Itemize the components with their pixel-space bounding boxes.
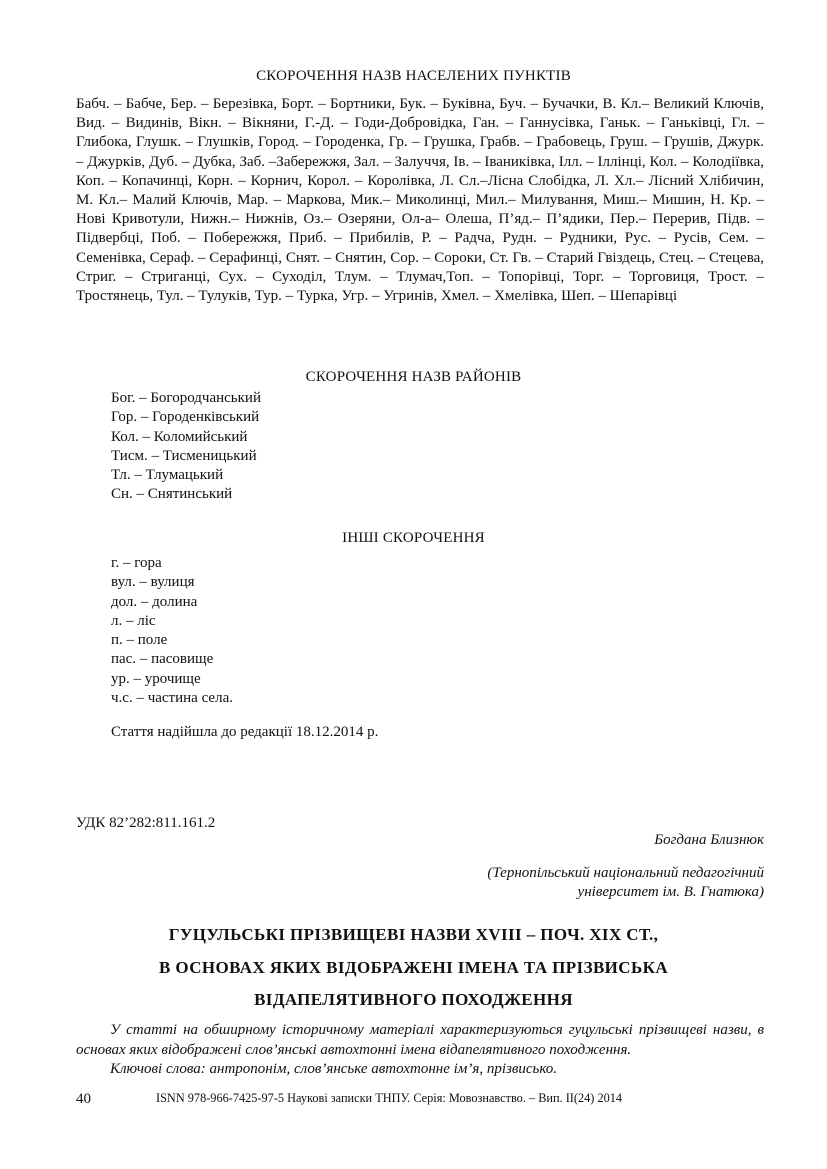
list-item: пас. – пасовище [111,651,214,668]
page-number: 40 [76,1091,91,1107]
list-item: вул. – вулиця [111,574,195,591]
list-item: дол. – долина [111,593,198,610]
other-abbreviations-list [111,554,233,708]
received-date: Стаття надійшла до редакції 18.12.2014 р. [111,724,379,740]
list-item: Тисм. – Тисменицький [111,447,257,464]
abstract [76,1021,764,1080]
article-title-line-1: ГУЦУЛЬСЬКІ ПРІЗВИЩЕВІ НАЗВИ XVIII – ПОЧ. XIX СТ., [168,925,659,944]
districts-heading: СКОРОЧЕННЯ НАЗВ РАЙОНІВ [305,369,522,385]
list-item: Бог. – Богородчанський [111,390,261,406]
abstract-text: У статті на обширному історичному матеріалі характеризуються гуцульські прізвищеві назви, в основах яких відображені слов’янські автохтонні імена відапелятивного походження. [76,1022,764,1058]
list-item: ч.с. – частина села. [111,690,233,707]
settlements-heading: СКОРОЧЕННЯ НАЗВ НАСЕЛЕНИХ ПУНКТІВ [256,68,571,84]
keywords: Ключові слова: антропонім, слов’янське автохтонне ім’я, прізвисько. [110,1061,558,1077]
list-item: Тл. – Тлумацький [111,467,224,484]
list-item: п. – поле [111,632,168,649]
udk-code: УДК 82’282:811.161.2 [76,815,216,831]
article-title-line-2: В ОСНОВАХ ЯКИХ ВІДОБРАЖЕНІ ІМЕНА ТА ПРІЗВИСЬКА [158,958,669,977]
list-item: Гор. – Городенківський [111,409,260,426]
list-item: л. – ліс [111,612,156,629]
affiliation-line: університет ім. В. Гнатюка) [577,884,764,900]
list-item: Сн. – Снятинський [111,486,233,503]
list-item: г. – гора [111,555,162,571]
author-affiliation [487,864,764,902]
affiliation-line: (Тернопільський національний педагогічний [487,865,764,881]
settlements-abbreviations-text: Бабч. – Бабче, Бер. – Березівка, Борт. – Бортники, Бук. – Буківна, Буч. – Бучачки, В. Кл.– Великий Ключів, Вид. – Видинів, Вікн. – Вікняни, Г.-Д. – Годи-Добровідка, Ган. – Ганнусівка, Ганьк. – Ганьківці, Гл. – Глибока, Глушк. – Глушків, Город. – Городенка, Гр. – Грушка, Грабв. – Грабовець, Груш. – Грушів, Джурк. – Джурків, Дуб. – Дубка, Заб. –Забережжя, Зал. – Залуччя, Ів. – Іваниківка, Ілл. – Іллінці, Кол. – Колодіївка, Коп. – Копачинці, Корн. – Корнич, Корол. – Королівка, Л. Сл.–Лісна Слобідка, Л. Хл.– Лісний Хлібичин, М. Кл.– Малий Ключів, Мар. – Маркова, Мик.– Миколинці, Мил.– Милування, Миш.– Мишин, Н. Кр. – Нові Кривотули, Нижн.– Нижнів, Оз.– Озеряни, Ол-а– Олеша, П’яд.– П’ядики, Пер.– Перерив, Підв. – Підвербці, Поб. – Побережжя, Приб. – Прибилів, Р. – Радча, Рудн. – Рудники, Рус. – Русів, Сем. – Семенівка, Сераф. – Серафинці, Снят. – Снятин, Сор. – Сороки, Ст. Гв. – Старий Гвіздець, Стец. – Стецева, Стриг. – Стриганці, Сух. – Суходіл, Тлум. – Тлумач,Топ. – Топорівці, Торг. – Торговиця, Трост. – Тростянець, Тул. – Тулуків, Тур. – Турка, Угр. – Угринів, Хмел. – Хмелівка, Шеп. – Шепарівці [76,96,764,305]
article-title-line-3: ВІДАПЕЛЯТИВНОГО ПОХОДЖЕННЯ [254,990,573,1009]
other-abbreviations-heading: ІНШІ СКОРОЧЕННЯ [342,530,485,546]
list-item: ур. – урочище [111,670,201,687]
districts-list [111,389,261,505]
author-name: Богдана Близнюк [654,832,764,848]
journal-reference: ISNN 978-966-7425-97-5 Наукові записки ТНПУ. Серія: Мовознавство. – Вип. ІІ(24) 2014 [156,1091,623,1105]
list-item: Кол. – Коломийський [111,428,248,445]
